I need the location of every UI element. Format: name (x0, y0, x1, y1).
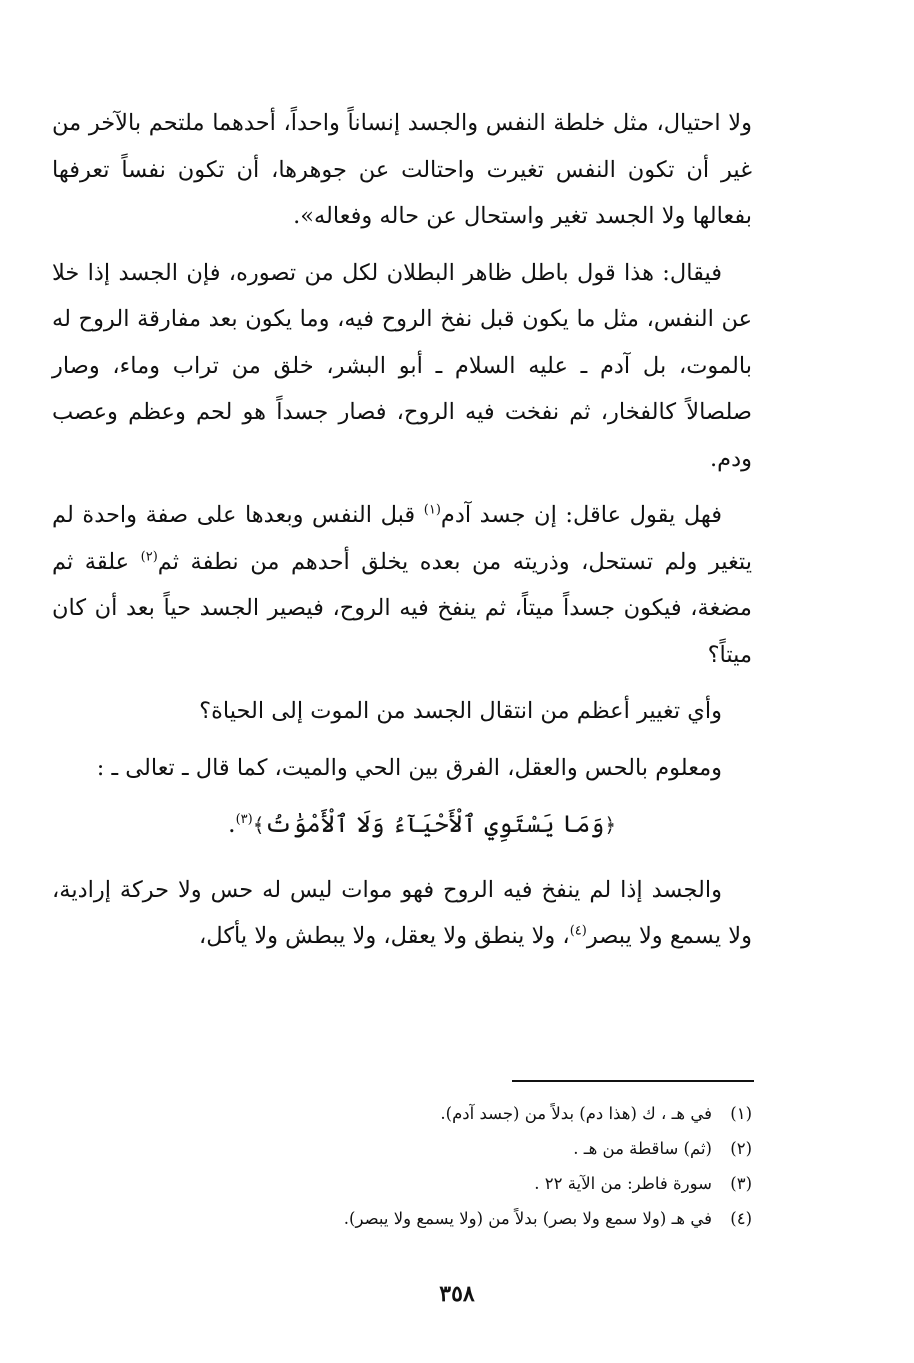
paragraph-3-part-a: فهل يقول عاقل: إن جسد آدم (440, 502, 722, 528)
footnote-2 (150, 1131, 752, 1166)
footnote-number: (٣) (730, 1174, 752, 1193)
footnotes (150, 1096, 752, 1236)
footnote-ref-2: (٢) (140, 549, 158, 564)
paragraph-3-part-c: علقة ثم مضغة، فيكون جسداً ميتاً، ثم ينفخ فيه الروح، فيصير الجسد حياً بعد أن كان ميتاً؟ (52, 548, 752, 668)
footnote-ref-3: (٣) (235, 812, 253, 827)
paragraph-2: فيقال: هذا قول باطل ظاهر البطلان لكل من تصوره، فإن الجسد إذا خلا عن النفس، مثل ما يكون قبل نفخ الروح فيه، وما يكون بعد مفارقة الروح له بالموت، بل آدم ـ عليه السلام ـ أبو البشر، خلق من تراب وماء، وصار صلصالاً كالفخار، ثم نفخت فيه الروح، فصار جسداً هو لحم وعظم وعصب ودم. (52, 259, 752, 472)
paragraph-3-part-b: قبل النفس وبعدها على صفة واحدة لم يتغير ولم تستحل، وذريته من بعده يخلق أحدهم من نطفة ثم (52, 502, 752, 575)
page-number: ٣٥٨ (439, 1281, 475, 1307)
footnote-number: (١) (730, 1104, 752, 1123)
footnote-ref-4: (٤) (569, 923, 587, 939)
footnote-text: في هـ ، ك (هذا دم) بدلاً من (جسد آدم). (440, 1104, 712, 1123)
footnote-ref-1: (١) (423, 502, 441, 518)
footnote-divider (512, 1080, 754, 1082)
footnote-number: (٢) (730, 1139, 752, 1158)
paragraph-6-part-b: ، ولا ينطق ولا يعقل، ولا يبطش ولا يأكل، (199, 923, 570, 949)
footnote-text: في هـ (ولا سمع ولا بصر) بدلاً من (ولا يسمع ولا يبصر). (343, 1209, 712, 1228)
footnote-number: (٤) (730, 1209, 752, 1228)
quran-verse (52, 801, 752, 849)
paragraph-5: ومعلوم بالحس والعقل، الفرق بين الحي والميت، كما قال ـ تعالى ـ : (96, 754, 722, 781)
main-text (52, 100, 752, 970)
footnote-1 (150, 1096, 752, 1131)
paragraph-1: ولا احتيال، مثل خلطة النفس والجسد إنساناً واحداً، أحدهما ملتحم بالآخر من غير أن تكون النفس تغيرت واحتالت عن جوهرها، أن تكون نفساً تعرفها بفعالها ولا الجسد تغير واستحال عن حاله وفعاله». (52, 110, 752, 229)
footnote-text: سورة فاطر: من الآية ٢٢ . (534, 1174, 712, 1193)
paragraph-6 (52, 867, 752, 960)
paragraph-6-part-a: والجسد إذا لم ينفخ فيه الروح فهو موات ليس له حس ولا حركة إرادية، ولا يسمع ولا يبصر (52, 876, 752, 949)
verse-period: . (227, 810, 236, 838)
verse-text: وَمَا يَسْتَوِي ٱلْأَحْيَآءُ وَلَا ٱلْأَمْوَٰتُ (264, 810, 605, 838)
footnote-3 (150, 1166, 752, 1201)
verse-close-bracket: ﴾ (252, 813, 265, 837)
paragraph-4: وأي تغيير أعظم من انتقال الجسد من الموت إلى الحياة؟ (199, 698, 722, 724)
paragraph-3 (52, 492, 752, 678)
verse-open-bracket: ﴿ (604, 813, 617, 837)
footnote-text: (ثم) ساقطة من هـ . (573, 1139, 712, 1158)
footnote-4 (150, 1201, 752, 1236)
